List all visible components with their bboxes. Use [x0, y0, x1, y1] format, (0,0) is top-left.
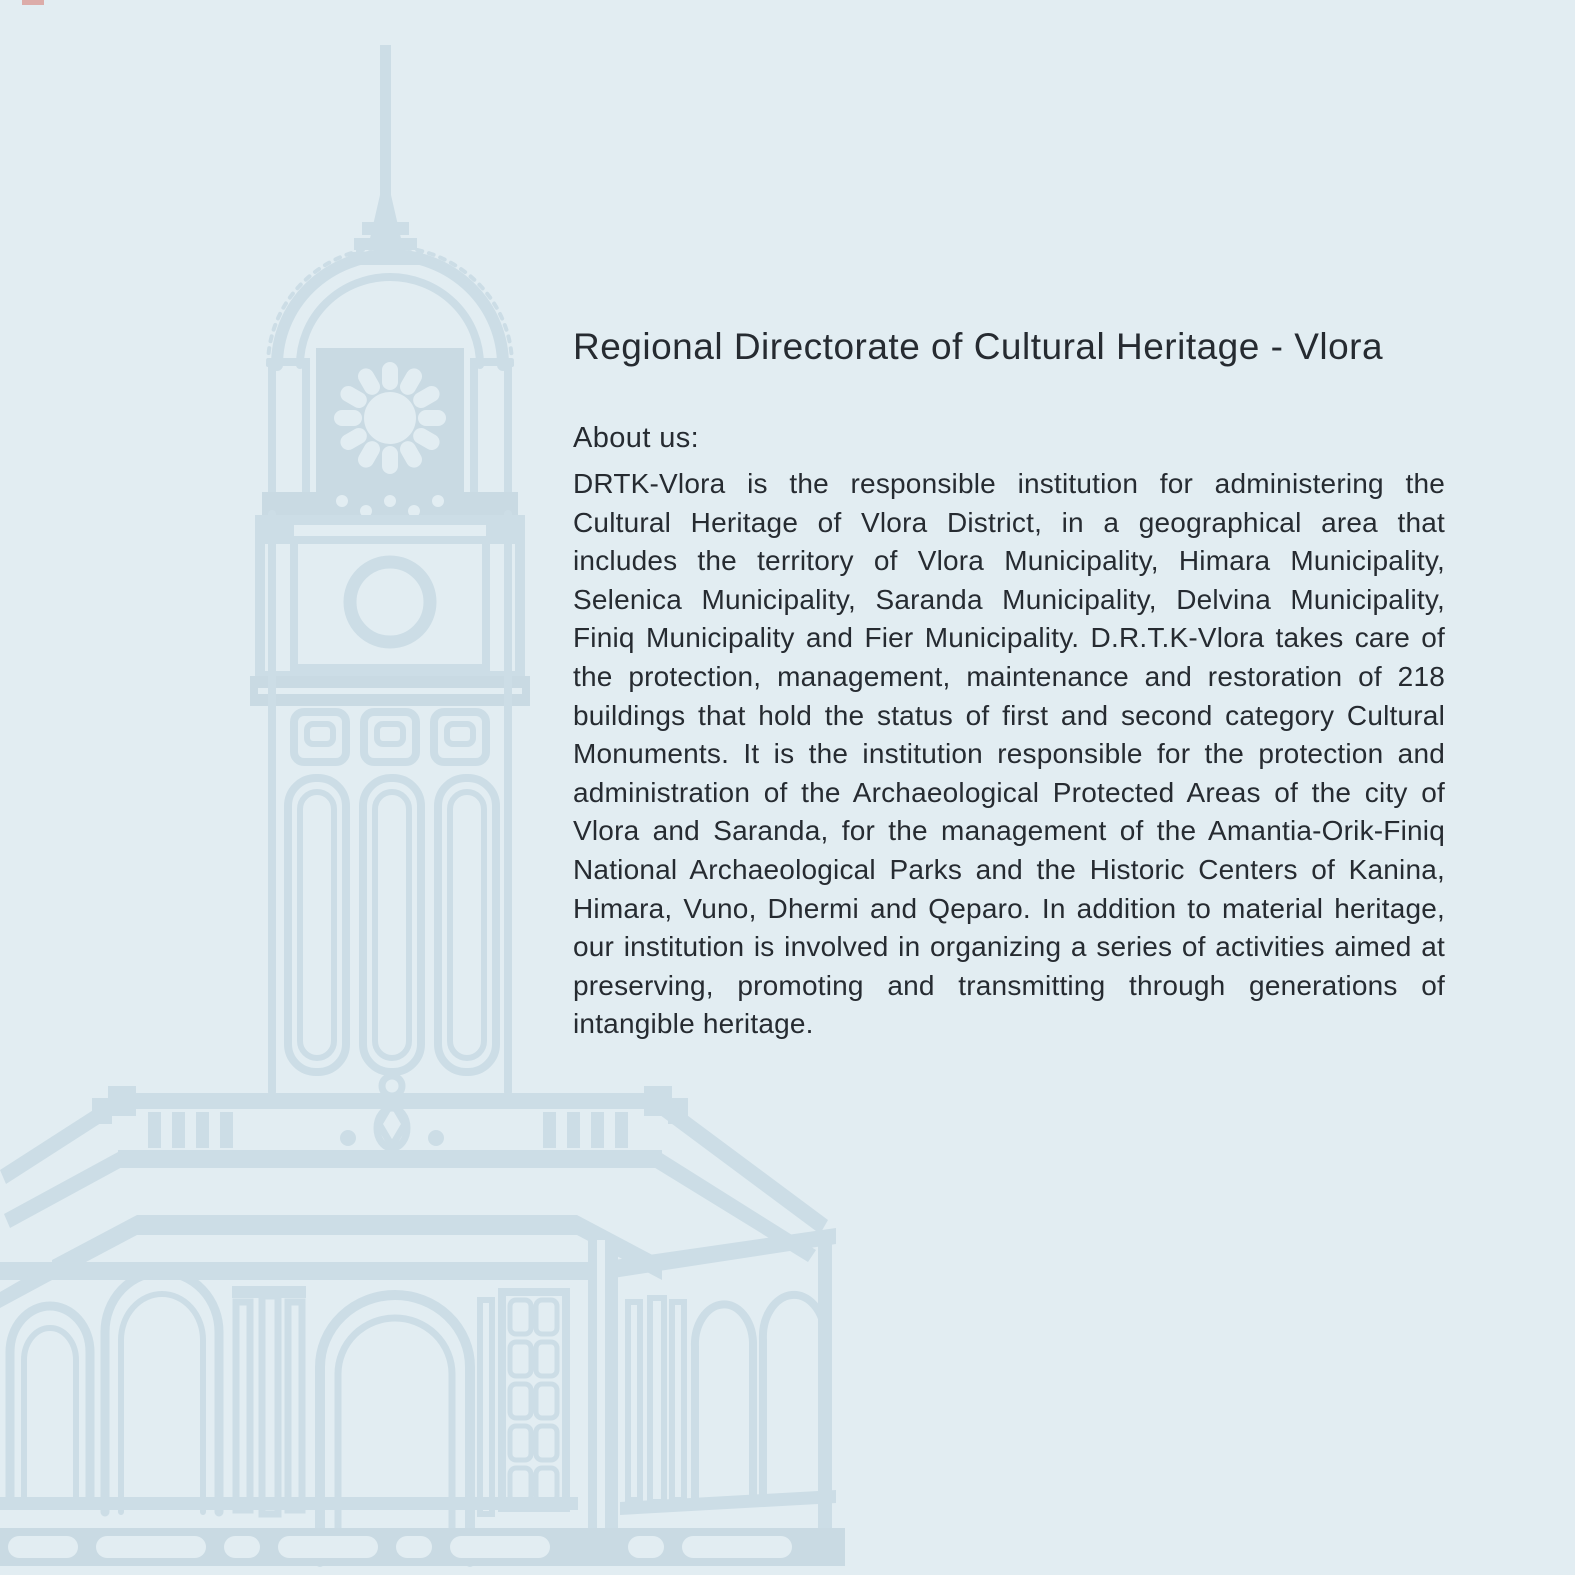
small-tower-windows [294, 712, 486, 762]
about-us-paragraph: DRTK-Vlora is the responsible institution for administering the Cultural Heritage of Vlora District, in a geographical area that includes the territory of Vlora Municipality, Himara Municipality, Selenica Municipality, Saranda Municipality, Delvina Municipality, Finiq Municipality and Fier Municipality. D.R.T.K-Vlora takes care of the protection, management, maintenance and restoration of 218 buildings that hold the status of first and second category Cultural Monuments. It is the institution responsible for the protection and administration of the Archaeological Protected Areas of the city of Vlora and Saranda, for the management of the Amantia-Orik-Finiq National Archaeological Parks and the Historic Centers of Kanina, Himara, Vuno, Dhermi and Qeparo. In addition to material heritage, our institution is involved in organizing a series of activities aimed at preserving, promoting and transmitting through generations of intangible heritage. [573, 468, 1445, 1040]
print-artifact-mark [22, 0, 44, 5]
about-us-label: About us: [573, 422, 700, 454]
plinth [0, 1490, 845, 1566]
spire [348, 45, 423, 265]
tall-tower-panels [272, 514, 508, 1092]
page-title: Regional Directorate of Cultural Heritage - Vlora [573, 326, 1384, 367]
sun-rosette-panel [316, 348, 464, 492]
clock-panel [260, 520, 520, 676]
cornice-band [250, 676, 530, 706]
facade-left [10, 1240, 618, 1564]
balustrade [0, 1086, 836, 1308]
content-block [573, 326, 1445, 1044]
clock-ring [350, 562, 430, 642]
